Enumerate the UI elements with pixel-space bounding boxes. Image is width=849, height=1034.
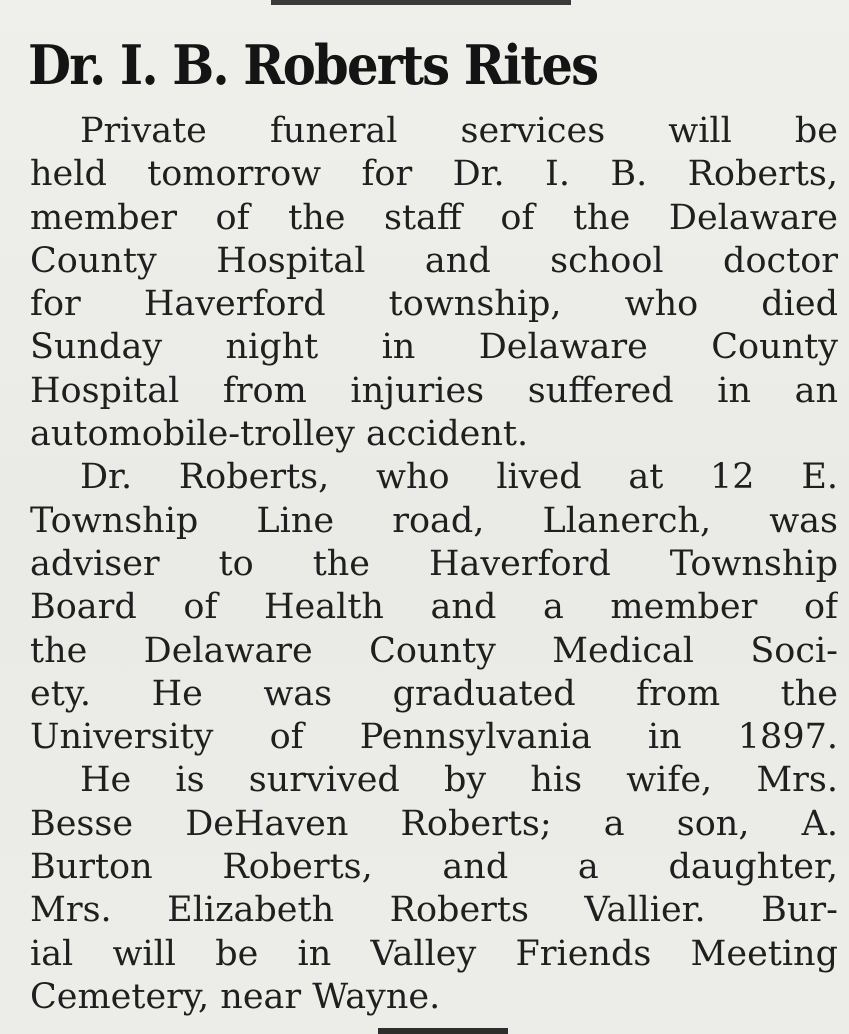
article-line: Burton Roberts, and a daughter,: [30, 847, 838, 888]
article-line: Private funeral services will be: [80, 111, 838, 151]
article-line: Mrs. Elizabeth Roberts Vallier. Bur-: [30, 890, 838, 931]
bottom-column-rule: [378, 1028, 508, 1034]
article-line: County Hospital and school doctor: [30, 240, 838, 281]
article-line: University of Pennsylvania in 1897.: [30, 717, 838, 758]
article-line: Hospital from injuries suffered in an: [30, 370, 838, 411]
article-line: Township Line road, Llanerch, was: [30, 500, 838, 541]
article-line: adviser to the Haverford Township: [30, 543, 838, 584]
article-line: Sunday night in Delaware County: [30, 327, 838, 368]
headline: Dr. I. B. Roberts Rites: [28, 33, 598, 97]
article-line: the Delaware County Medical Soci-: [30, 630, 838, 671]
article-line: He is survived by his wife, Mrs.: [80, 760, 838, 801]
article-line: automobile-trolley accident.: [30, 414, 529, 455]
article-line: member of the staff of the Delaware: [30, 197, 838, 238]
article-line: held tomorrow for Dr. I. B. Roberts,: [30, 154, 838, 195]
article-line: Board of Health and a member of: [30, 587, 838, 628]
article-line: Cemetery, near Wayne.: [30, 976, 441, 1017]
article-line: ety. He was graduated from the: [30, 673, 838, 714]
article-line: Besse DeHaven Roberts; a son, A.: [30, 803, 838, 844]
article-body: [30, 110, 838, 1019]
article-line: Dr. Roberts, who lived at 12 E.: [80, 457, 838, 498]
article-line: for Haverford township, who died: [30, 284, 838, 325]
article-line: ial will be in Valley Friends Meeting: [30, 933, 838, 974]
top-column-rule: [271, 0, 571, 5]
